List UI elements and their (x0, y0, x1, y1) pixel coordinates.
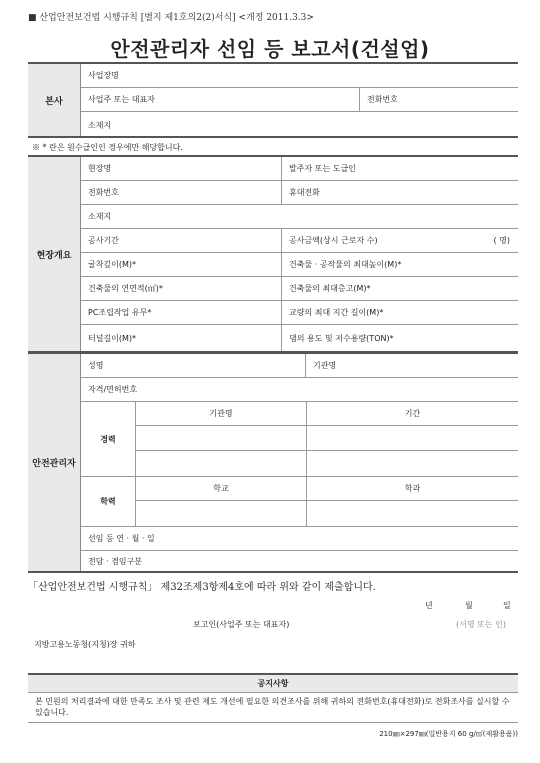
career-group (81, 402, 518, 477)
manager-label: 안전관리자 (28, 354, 81, 571)
business-name-field[interactable] (81, 64, 518, 88)
manager-name-field[interactable] (81, 354, 305, 378)
manager-org-field[interactable] (305, 354, 518, 378)
sign-placeholder[interactable]: (서명 또는 인) (456, 620, 506, 629)
site-name-field[interactable] (81, 157, 281, 181)
floor-area-label: 건축물의 연면적(㎡)* (88, 284, 163, 293)
recipient: 지방고용노동청(지청)장 귀하 (34, 640, 136, 649)
appoint-date-label: 선임 등 연 · 월 · 일 (88, 534, 155, 543)
dedicated-label: 전담 · 겸임구분 (88, 557, 142, 566)
site-address-field[interactable] (81, 205, 518, 229)
period-label: 공사기간 (88, 236, 119, 245)
dam-label: 댐의 용도 및 저수용량(TON)* (289, 333, 394, 343)
site-phone-field[interactable] (81, 181, 281, 205)
dedicated-field[interactable] (81, 551, 518, 572)
amount-unit: ( 명) (493, 236, 510, 245)
max-height-label: 건축물 · 공작물의 최대높이(M)* (289, 260, 402, 269)
career-period-header: 기간 (306, 402, 518, 426)
business-name-label: 사업장명 (88, 71, 119, 80)
bridge-field[interactable] (281, 301, 518, 325)
owner-label: 사업주 또는 대표자 (88, 95, 155, 104)
school-header: 학교 (136, 477, 306, 501)
manager-section (28, 353, 518, 573)
manager-org-label: 기관명 (313, 361, 337, 370)
form-header: ■ 산업안전보건법 시행규칙 [별지 제1호의2(2)서식] <개정 2011.3.3> (28, 13, 314, 23)
declaration: 「산업안전보건법 시행규칙」 제32조제3항제4호에 따라 위와 같이 제출합니다. (28, 582, 376, 593)
education-label: 학력 (81, 477, 136, 526)
site-name-label: 현장명 (88, 164, 112, 173)
period-field[interactable] (81, 229, 281, 253)
career-label: 경력 (81, 402, 136, 476)
career-row-2[interactable] (136, 451, 518, 477)
major-header: 학과 (306, 477, 518, 501)
manager-name-label: 성명 (88, 361, 104, 370)
tunnel-field[interactable] (81, 325, 281, 351)
career-divider (306, 426, 307, 477)
license-field[interactable] (81, 378, 518, 402)
note-subcontract: ※ * 란은 원수급인인 경우에만 해당합니다. (32, 143, 183, 152)
max-floors-field[interactable] (281, 277, 518, 301)
bridge-label: 교량의 최대 지간 길이(M)* (289, 308, 384, 317)
floor-area-field[interactable] (81, 277, 281, 301)
career-org-header: 기관명 (136, 402, 306, 426)
amount-field[interactable] (281, 229, 518, 253)
education-group (81, 477, 518, 527)
phone-field[interactable] (359, 88, 518, 112)
mobile-label: 휴대전화 (289, 188, 320, 197)
paper-spec: 210㎜×297㎜(일반용지 60 g/㎡(재활용품)) (379, 730, 518, 738)
amount-label: 공사금액(상시 근로자 수) (289, 236, 378, 245)
appoint-date-field[interactable] (81, 527, 518, 551)
headoffice-label: 본사 (28, 64, 81, 136)
headoffice-section (28, 62, 518, 138)
mobile-field[interactable] (281, 181, 518, 205)
site-section (28, 155, 518, 353)
max-height-field[interactable] (281, 253, 518, 277)
notice-box (28, 673, 518, 723)
date-day[interactable]: 일 (503, 601, 511, 610)
orderer-label: 발주자 또는 도급인 (289, 164, 356, 173)
license-label: 자격/면허번호 (88, 385, 138, 394)
date-month[interactable]: 월 (465, 601, 473, 610)
dam-field[interactable] (281, 325, 518, 351)
depth-label: 굴착깊이(M)* (88, 260, 137, 269)
pc-field[interactable] (81, 301, 281, 325)
phone-label: 전화번호 (367, 95, 398, 104)
notice-title: 공지사항 (28, 675, 518, 693)
date-year[interactable]: 년 (425, 601, 433, 610)
site-label: 현장개요 (28, 157, 81, 351)
max-floors-label: 건축물의 최대층고(M)* (289, 284, 371, 293)
depth-field[interactable] (81, 253, 281, 277)
education-divider (306, 501, 307, 527)
site-address-label: 소재지 (88, 212, 112, 221)
orderer-field[interactable] (281, 157, 518, 181)
page-title: 안전관리자 선임 등 보고서(건설업) (110, 37, 430, 61)
address-field[interactable] (81, 112, 518, 138)
address-label: 소재지 (88, 120, 112, 130)
career-row-1[interactable] (136, 426, 518, 451)
reporter-label: 보고인(사업주 또는 대표자) (193, 620, 290, 629)
owner-field[interactable] (81, 88, 359, 112)
notice-body: 본 민원의 처리결과에 대한 만족도 조사 및 관련 제도 개선에 필요한 의견조사를 위해 귀하의 전화번호(휴대전화)로 전화조사를 실시할 수 있습니다. (35, 697, 510, 717)
site-phone-label: 전화번호 (88, 188, 119, 197)
education-row[interactable] (136, 501, 518, 527)
pc-label: PC조립작업 유무* (88, 308, 152, 317)
tunnel-label: 터널길이(M)* (88, 333, 137, 343)
